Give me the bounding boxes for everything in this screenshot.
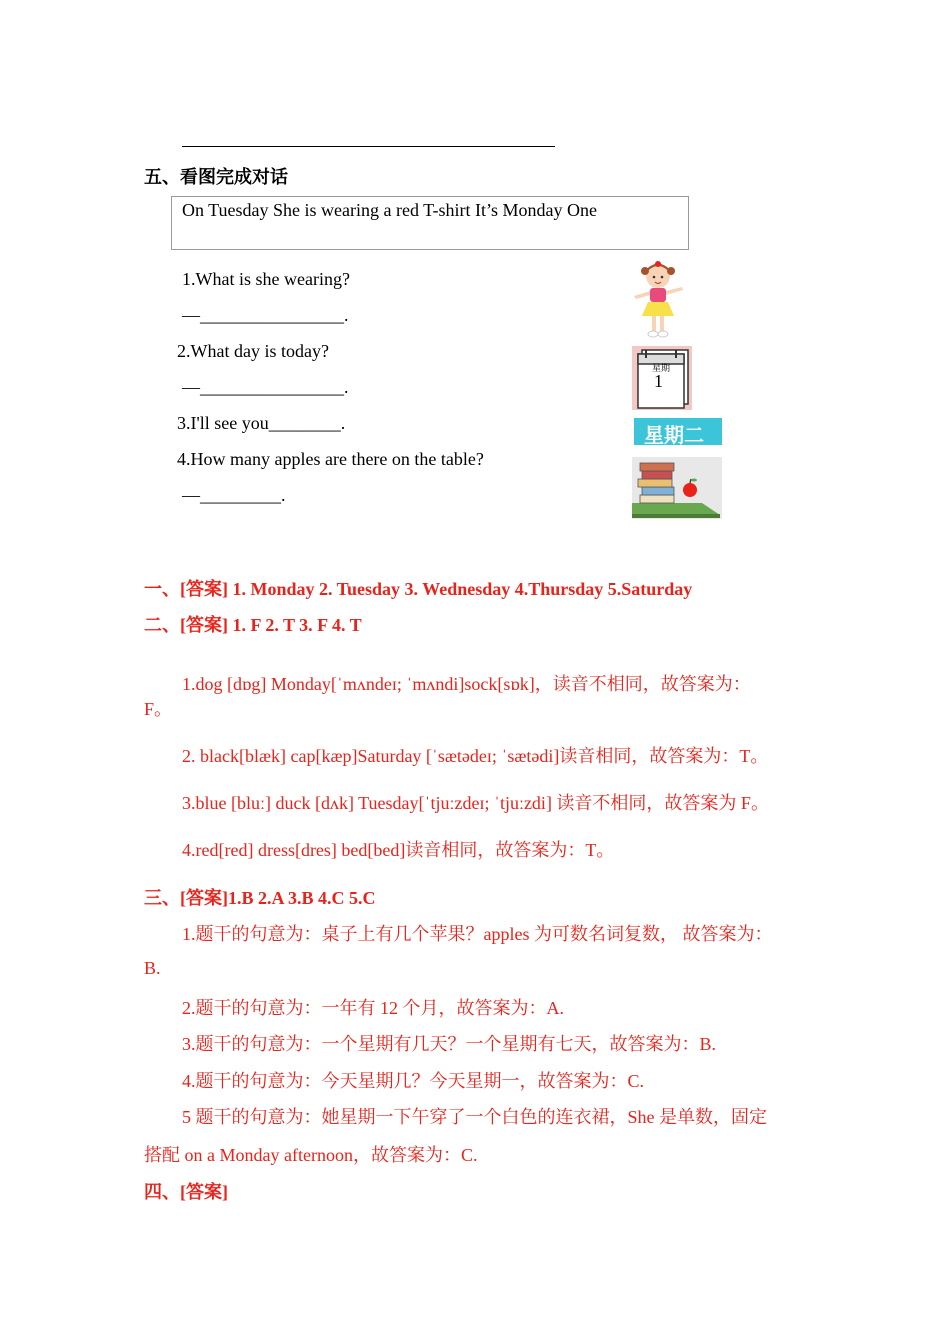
calendar-number: 1 bbox=[654, 371, 663, 391]
answer-section-2: 二、[答案] 1. F 2. T 3. F 4. T bbox=[144, 615, 362, 635]
calendar-picture bbox=[632, 346, 692, 410]
answer-4-blank: —_________. bbox=[182, 485, 286, 505]
section-title: 五、看图完成对话 bbox=[144, 167, 288, 187]
question-4: 4.How many apples are there on the table? bbox=[177, 449, 484, 469]
books-apple-picture bbox=[632, 457, 722, 519]
explanation-3-2: 2.题干的句意为：一年有 12 个月，故答案为：A. bbox=[182, 998, 564, 1018]
explanation-2-2: 2. black[blæk] cap[kæp]Saturday [ˈsætədeɪ; ˈsætədi]读音相同，故答案为：T。 bbox=[182, 746, 769, 766]
word-box-text: On Tuesday She is wearing a red T-shirt It’s Monday One bbox=[182, 200, 597, 220]
question-1: 1.What is she wearing? bbox=[182, 269, 350, 289]
girl-picture bbox=[628, 258, 688, 340]
explanation-3-1-cont: B. bbox=[144, 958, 161, 978]
word-box bbox=[171, 196, 689, 250]
explanation-3-5: 5 题干的句意为：她星期一下午穿了一个白色的连衣裙，She 是单数，固定 bbox=[182, 1107, 767, 1127]
answer-section-3: 三、[答案]1.B 2.A 3.B 4.C 5.C bbox=[144, 888, 376, 908]
calendar-label: 星期 bbox=[652, 364, 671, 374]
explanation-2-3: 3.blue [bluː] duck [dʌk] Tuesday[ˈtjuːzdeɪ; ˈtjuːzdi] 读音不相同，故答案为 F。 bbox=[182, 793, 769, 813]
explanation-3-3: 3.题干的句意为：一个星期有几天？一个星期有七天，故答案为：B. bbox=[182, 1034, 717, 1054]
explanation-3-4: 4.题干的句意为：今天星期几？今天星期一，故答案为：C. bbox=[182, 1071, 645, 1091]
explanation-3-5-cont: 搭配 on a Monday afternoon，故答案为：C. bbox=[144, 1145, 478, 1165]
explanation-2-4: 4.red[red] dress[dres] bed[bed]读音相同，故答案为：T。 bbox=[182, 840, 615, 860]
answer-section-4: 四、[答案] bbox=[144, 1182, 228, 1202]
weekday-banner bbox=[634, 418, 722, 445]
explanation-3-1: 1.题干的句意为：桌子上有几个苹果？apples 为可数名词复数， 故答案为： bbox=[182, 924, 773, 944]
question-2: 2.What day is today? bbox=[177, 341, 329, 361]
explanation-2-1: 1.dog [dɒg] Monday[ˈmʌndeɪ; ˈmʌndi]sock[sɒk]，读音不相同，故答案为： bbox=[182, 674, 751, 694]
question-3: 3.I'll see you________. bbox=[177, 413, 346, 433]
answer-section-1: 一、[答案] 1. Monday 2. Tuesday 3. Wednesday 4.Thursday 5.Saturday bbox=[144, 579, 693, 599]
answer-line-top bbox=[182, 146, 555, 147]
explanation-2-1-cont: F。 bbox=[144, 699, 173, 719]
answer-1-blank: —________________. bbox=[182, 305, 349, 325]
weekday-banner-text: 星期二 bbox=[644, 423, 704, 447]
answer-2-blank: —________________. bbox=[182, 377, 349, 397]
